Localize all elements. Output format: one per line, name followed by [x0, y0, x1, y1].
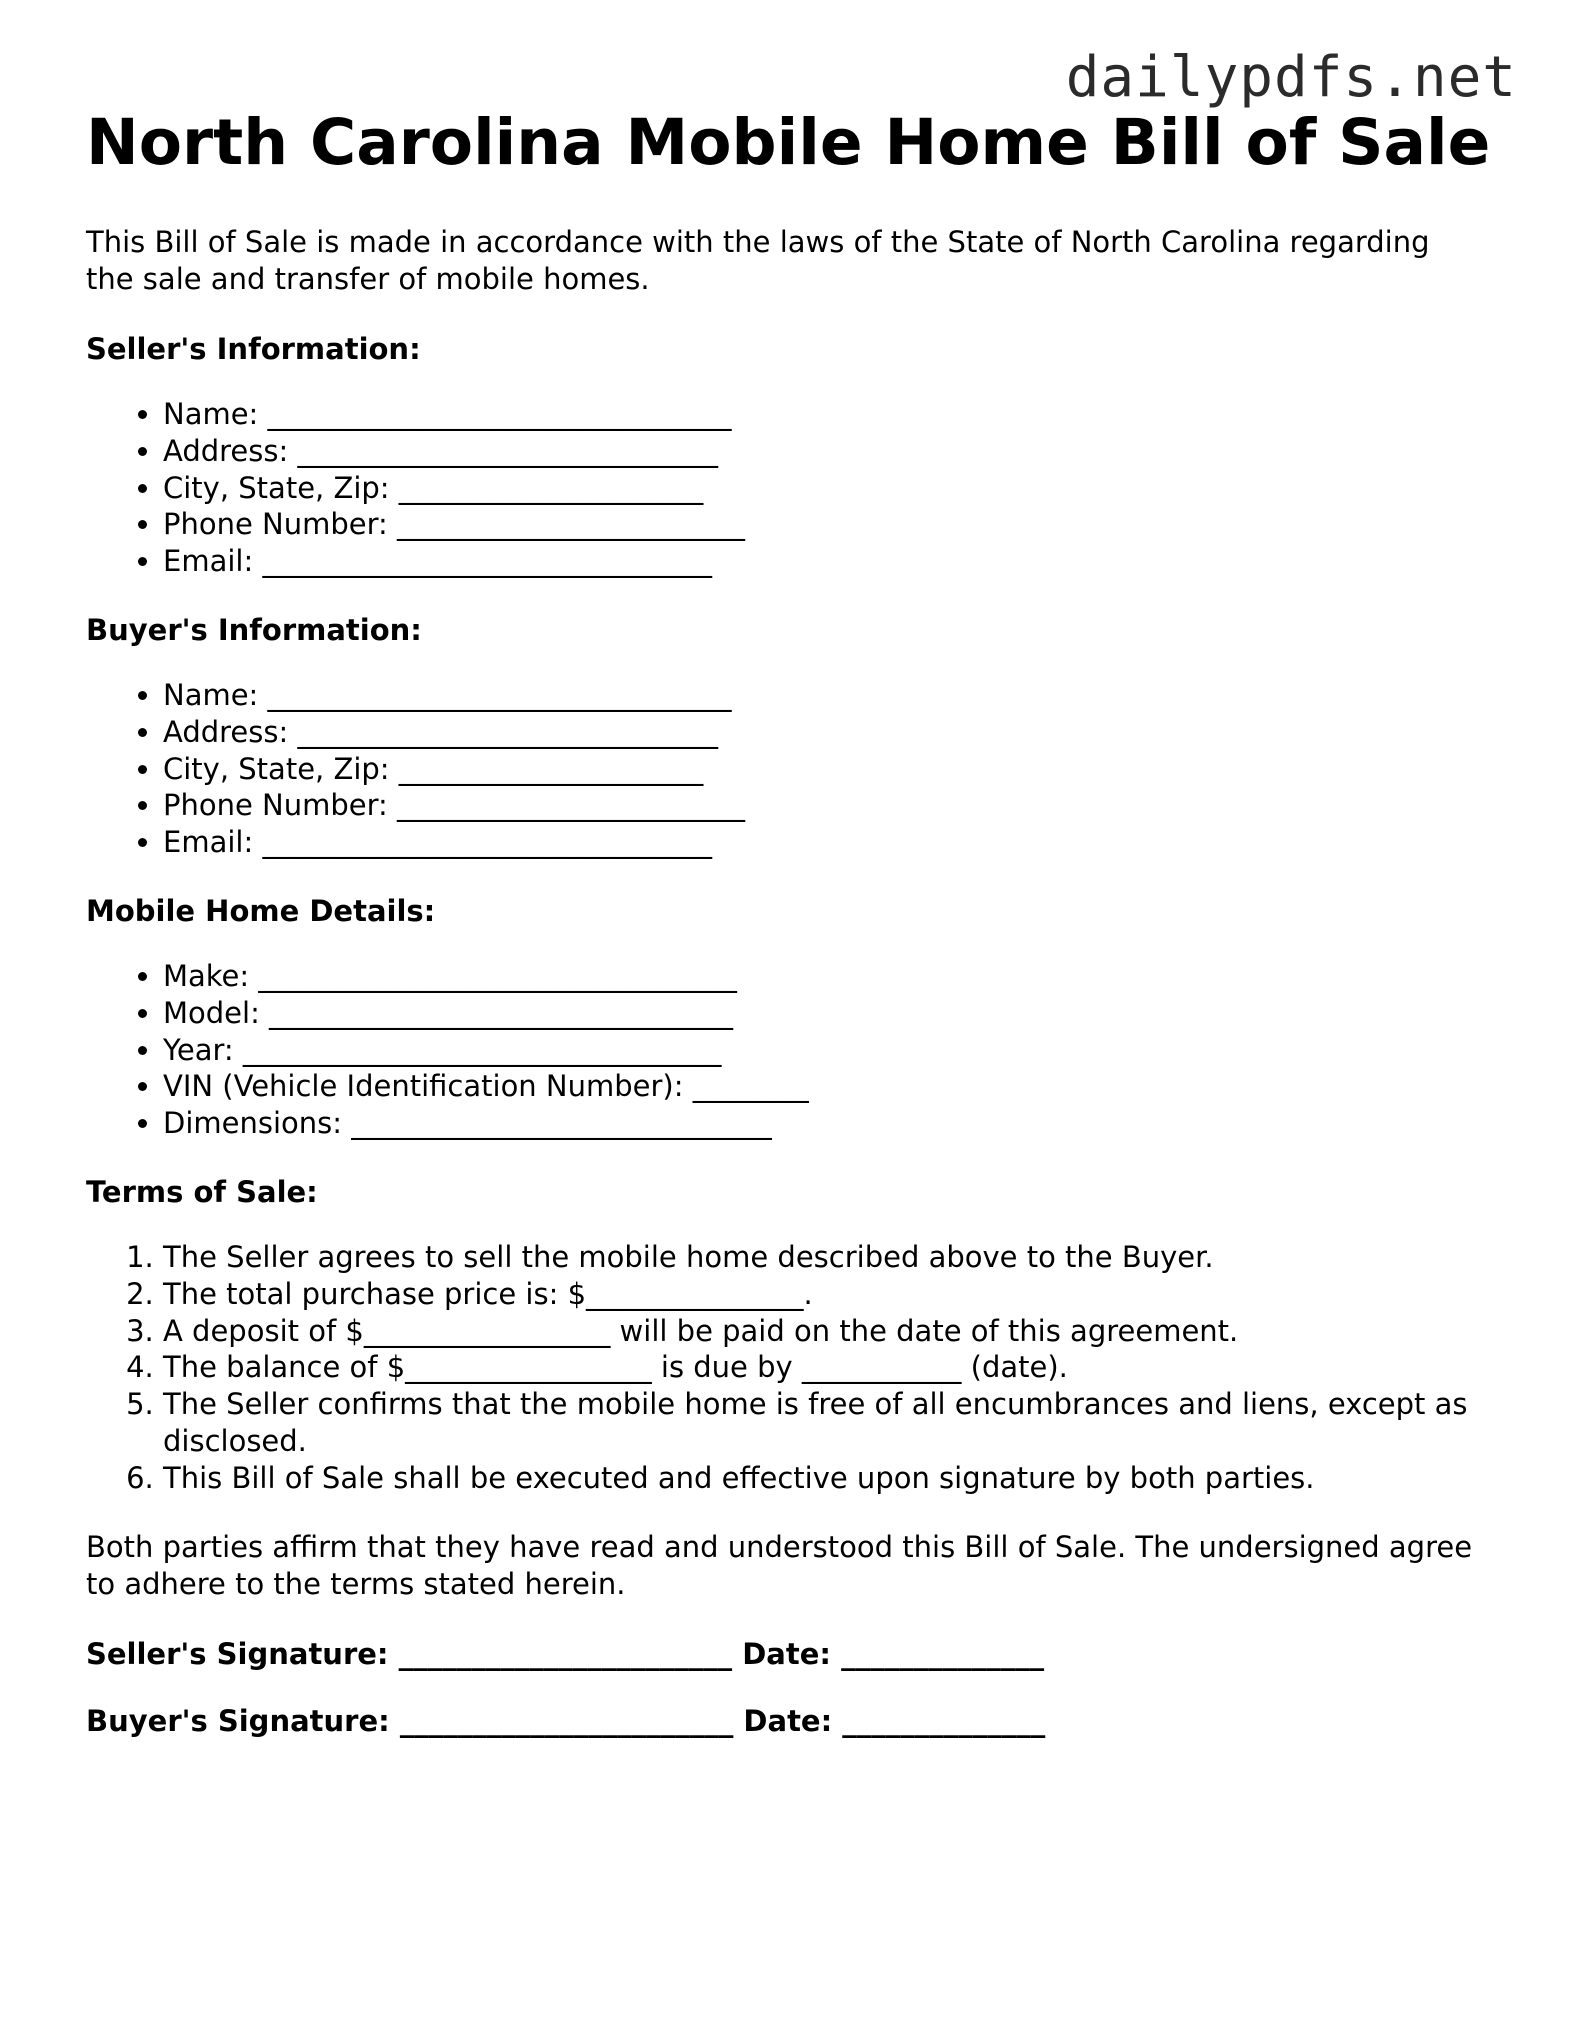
- buyer-city-state-zip-field: • City, State, Zip: _____________________: [163, 751, 745, 788]
- term-item: 5. The Seller confirms that the mobile home is free of all encumbrances and liens, except as disclosed.: [163, 1386, 1493, 1460]
- affirmation-paragraph: Both parties affirm that they have read and understood this Bill of Sale. The undersigned agree to adhere to the terms stated herein.: [86, 1530, 1473, 1601]
- mobile-home-details-list: [86, 958, 809, 1142]
- buyer-info-heading: Buyer's Information:: [86, 613, 422, 647]
- year-field: • Year: _________________________________: [163, 1032, 809, 1069]
- seller-phone-field: • Phone Number: ________________________: [163, 506, 745, 543]
- term-item: 2. The total purchase price is: $_______________.: [163, 1276, 1493, 1313]
- seller-name-field: • Name: ________________________________: [163, 396, 745, 433]
- terms-of-sale-heading: Terms of Sale:: [86, 1175, 318, 1209]
- watermark-text: dailypdfs.net: [1065, 45, 1517, 110]
- document-title: North Carolina Mobile Home Bill of Sale: [86, 106, 1491, 179]
- mobile-home-details-heading: Mobile Home Details:: [86, 894, 436, 928]
- seller-info-heading: Seller's Information:: [86, 332, 421, 366]
- buyer-address-field: • Address: _____________________________: [163, 714, 745, 751]
- buyer-name-field: • Name: ________________________________: [163, 677, 745, 714]
- seller-info-list: [86, 396, 745, 580]
- seller-city-state-zip-field: • City, State, Zip: _____________________: [163, 470, 745, 507]
- vin-field: • VIN (Vehicle Identification Number): ________: [163, 1068, 809, 1105]
- term-item: 3. A deposit of $_________________ will be paid on the date of this agreement.: [163, 1313, 1493, 1350]
- make-field: • Make: _________________________________: [163, 958, 809, 995]
- buyer-phone-field: • Phone Number: ________________________: [163, 787, 745, 824]
- buyer-email-field: • Email: _______________________________: [163, 824, 745, 861]
- seller-address-field: • Address: _____________________________: [163, 433, 745, 470]
- term-item: 6. This Bill of Sale shall be executed and effective upon signature by both parties.: [163, 1460, 1493, 1497]
- intro-paragraph: This Bill of Sale is made in accordance with the laws of the State of North Carolina regarding the sale and transfer of mobile homes.: [86, 225, 1430, 296]
- terms-list: [86, 1239, 1493, 1497]
- buyer-signature-line: Buyer's Signature: _______________________ Date: ______________: [86, 1704, 1046, 1738]
- term-item: 4. The balance of $_________________ is due by ___________ (date).: [163, 1349, 1493, 1386]
- dimensions-field: • Dimensions: _____________________________: [163, 1105, 809, 1142]
- model-field: • Model: ________________________________: [163, 995, 809, 1032]
- seller-signature-line: Seller's Signature: _______________________ Date: ______________: [86, 1637, 1045, 1671]
- term-item: 1. The Seller agrees to sell the mobile home described above to the Buyer.: [163, 1239, 1493, 1276]
- buyer-info-list: [86, 677, 745, 861]
- seller-email-field: • Email: _______________________________: [163, 543, 745, 580]
